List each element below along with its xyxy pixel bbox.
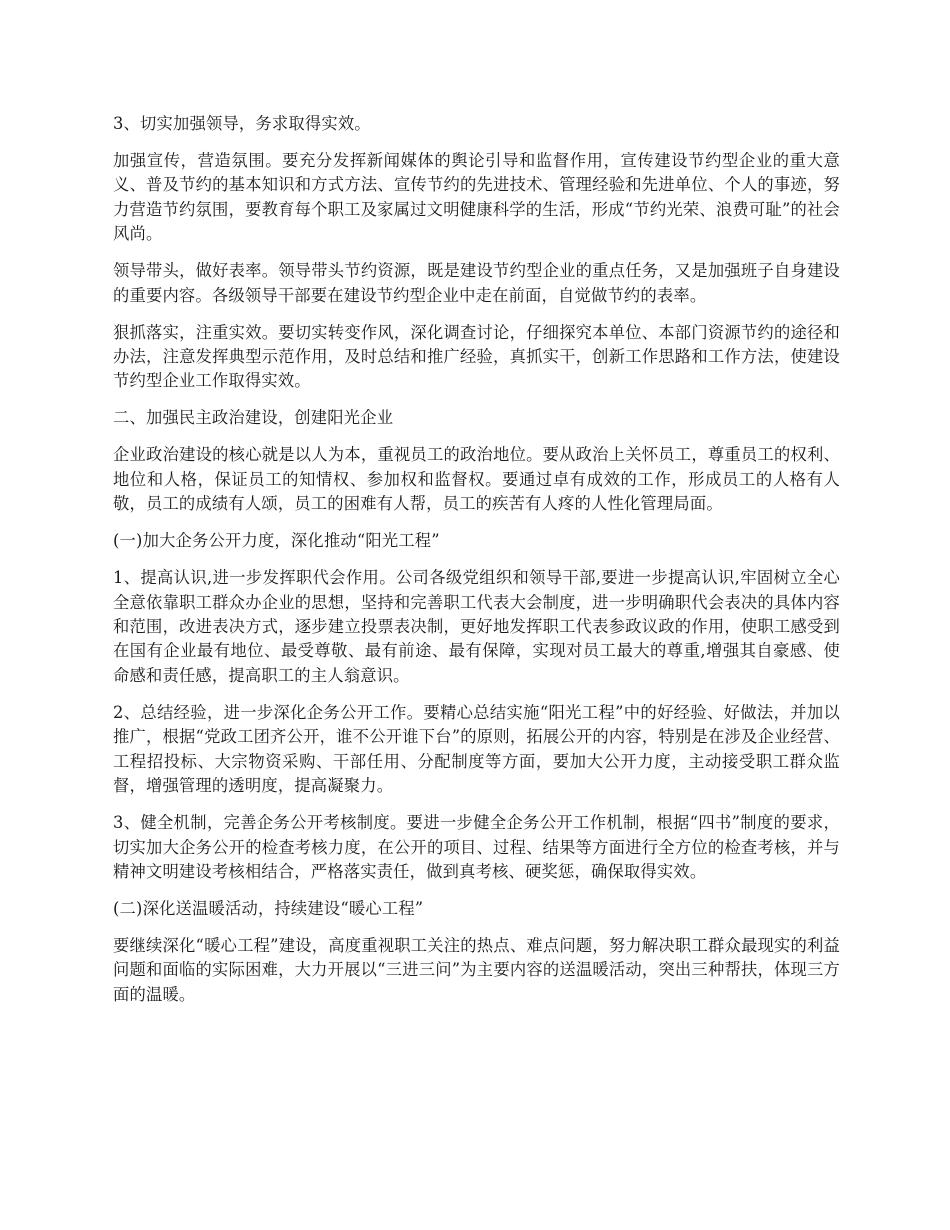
paragraph-leadership-example: 领导带头，做好表率。领导带头节约资源，既是建设节约型企业的重点任务，又是加强班子自身建设的重要内容。各级领导干部要在建设节约型企业中走在前面，自觉做节约的表率。	[113, 261, 840, 305]
paragraph-summarize-experience: 2、总结经验，进一步深化企务公开工作。要精心总结实施“阳光工程”中的好经验、好做法，并加以推广，根据“党政工团齐公开，谁不公开谁下台”的原则，拓展公开的内容，特别是在涉及企业经营、工程招投标、大宗物资采购、干部任用、分配制度等方面，要加大公开力度，主动接受职工群众监督，增强管理的透明度，提高凝聚力。	[113, 702, 840, 796]
paragraph-warmth-activities: 要继续深化“暖心工程”建设，高度重视职工关注的热点、难点问题，努力解决职工群众最现实的利益问题和面临的实际困难，大力开展以“三进三问”为主要内容的送温暖活动，突出三种帮扶，体现三方面的温暖。	[113, 935, 840, 1004]
section-heading-democracy: 二、加强民主政治建设，创建阳光企业	[113, 408, 394, 428]
subsection-heading-sunshine-project: (一)加大企务公开力度，深化推动“阳光工程”	[113, 531, 440, 551]
section-heading-leadership: 3、切实加强领导，务求取得实效。	[113, 114, 371, 133]
document-page	[113, 112, 840, 1020]
paragraph-implementation: 狠抓落实，注重实效。要切实转变作风，深化调查讨论，仔细探究本单位、本部门资源节约的途径和办法，注意发挥典型示范作用，及时总结和推广经验，真抓实干，创新工作思路和工作方法，使建设节约型企业工作取得实效。	[113, 322, 840, 391]
subsection-heading-warmth-project: (二)深化送温暖活动，持续建设“暖心工程”	[113, 898, 424, 918]
paragraph-workers-congress: 1、提高认识,进一步发挥职代会作用。公司各级党组织和领导干部,要进一步提高认识,牢固树立全心全意依靠职工群众办企业的思想，坚持和完善职工代表大会制度，进一步明确职代会表决的具体内容和范围，改进表决方式，逐步建立投票表决制，更好地发挥职工代表参政议政的作用，使职工感受到在国有企业最有地位、最受尊敬、最有前途、最有保障，实现对员工最大的尊重,增强其自豪感、使命感和责任感，提高职工的主人翁意识。	[113, 568, 840, 685]
paragraph-political-core: 企业政治建设的核心就是以人为本，重视员工的政治地位。要从政治上关怀员工，尊重员工的权利、地位和人格，保证员工的知情权、参加权和监督权。要通过卓有成效的工作，形成员工的人格有人敬，员工的成绩有人颂，员工的困难有人帮，员工的疾苦有人疼的人性化管理局面。	[113, 445, 840, 514]
paragraph-assessment-mechanism: 3、健全机制，完善企务公开考核制度。要进一步健全企务公开工作机制，根据“四书”制度的要求，切实加大企务公开的检查考核力度，在公开的项目、过程、结果等方面进行全方位的检查考核，并与精神文明建设考核相结合，严格落实责任，做到真考核、硬奖惩，确保取得实效。	[113, 813, 840, 881]
paragraph-publicity: 加强宣传，营造氛围。要充分发挥新闻媒体的舆论引导和监督作用，宣传建设节约型企业的重大意义、普及节约的基本知识和方式方法、宣传节约的先进技术、管理经验和先进单位、个人的事迹，努力营造节约氛围，要教育每个职工及家属过文明健康科学的生活，形成“节约光荣、浪费可耻”的社会风尚。	[113, 151, 840, 244]
